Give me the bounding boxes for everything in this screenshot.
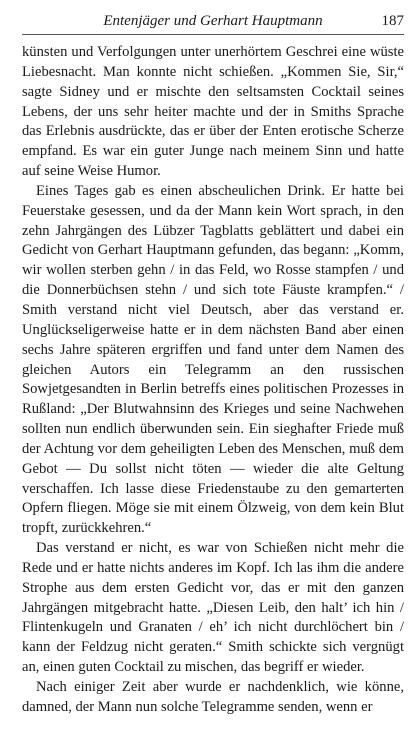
paragraph-continuation: künsten und Verfolgungen unter unerhörtem Geschrei eine wüste Liebesnacht. Man konnte nicht schießen. „Kommen Sie, Sir,“ sagte Sidney und er mischte den seltsamsten Cocktail seines Lebens, der uns sehr heiter machte und der in Smiths Sprache das Erlebnis ausdrückte, das er über der Enten erotische Scherze empfand. Es war ein guter Junge nach meinem Sinn und hatte auf seine Weise Humor. <box>22 44 404 180</box>
paragraph-pensive: Nach einiger Zeit aber wurde er nachdenklich, wie könne, damned, der Mann nun solche Telegramme senden, wenn er <box>22 679 404 715</box>
running-head-title: Entenjäger und Gerhart Hauptmann <box>103 13 323 29</box>
page-number: 187 <box>381 13 404 29</box>
paragraph-drink: Eines Tages gab es einen abscheulichen Drink. Er hatte bei Feuerstake gesessen, und da der Mann kein Wort sprach, in den zehn Jahrgängen des Lübzer Tagblatts geblättert und dabei ein Gedicht von Gerhart Hauptmann gefunden, das begann: „Komm, wir wollen sterben gehn / in das Feld, wo Rosse stampfen / und die Donnerbüchsen stehn / und sich tote Fäuste krampfen.“ / Smith verstand nicht viel Deutsch, aber das verstand er. Unglückseligerweise hatte er in dem nächsten Band aber einen sechs Jahre späteren ergriffen und fand unter dem Namen des gleichen Autors ein Telegramm an den russischen Sowjetgesandten in Berlin betreffs eines politischen Prozesses in Rußland: „Der Blutwahnsinn des Krieges und seine Nachwehen sollten nun endlich überwunden sein. Ein sieghafter Friede muß der Achtung vor dem geheiligten Leben des Menschen, muß dem Gebot — Du sollst nicht töten — wieder die alte Geltung verschaffen. Ich lasse diese Friedenstaube zu den gemarterten Opfern fliegen. Möge sie mit einem Ölzweig, von dem kein Blut tropft, zurückkehren.“ <box>22 182 404 537</box>
running-head <box>22 10 404 35</box>
paragraph-understanding: Das verstand er nicht, es war von Schießen nicht mehr die Rede und er hatte nichts anderes im Kopf. Ich las ihm die andere Strophe aus dem ersten Gedicht vor, das er mit den ganzen Jahrgängen mitgebracht hatte. „Diesen Leib, den halt’ ich hin / Flintenkugeln und Granaten / eh’ ich nicht durchlöchert bin / kann der Feldzug nicht geraten.“ Smith schickte sich vergnügt an, einen guten Cocktail zu mischen, das begriff er wieder. <box>22 540 404 676</box>
body-text <box>22 43 404 718</box>
